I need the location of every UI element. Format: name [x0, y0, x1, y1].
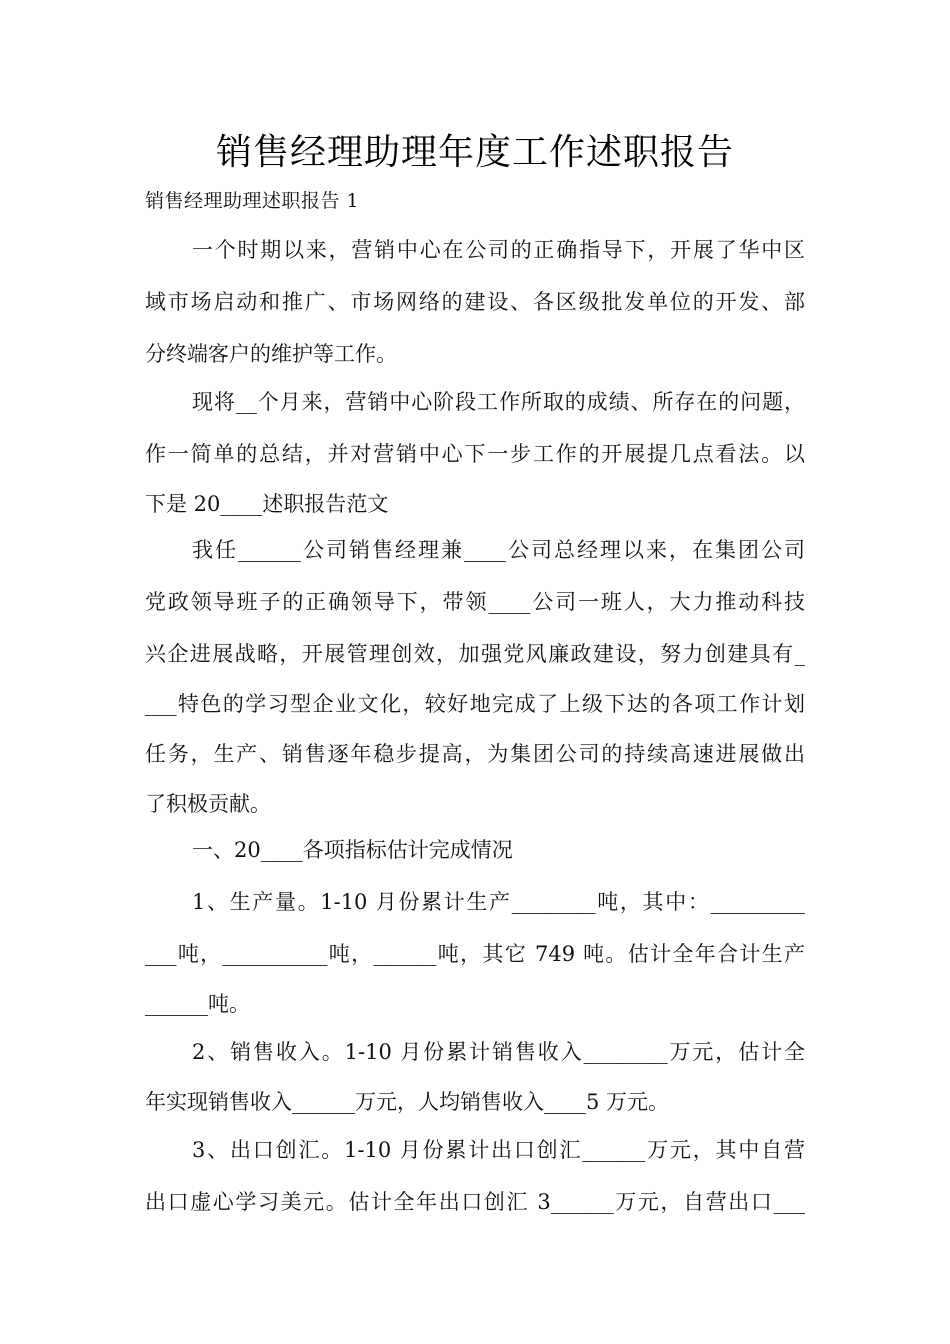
paragraph-line: 下是 20____述职报告范文	[145, 492, 389, 516]
paragraph-line: 出口虚心学习美元。估计全年出口创汇 3______万元，自营出口___	[145, 1190, 805, 1214]
paragraph-line: 域市场启动和推广、市场网络的建设、各区级批发单位的开发、部	[145, 290, 805, 314]
document-title: 销售经理助理年度工作述职报告	[215, 132, 734, 173]
section-heading: 一、20____各项指标估计完成情况	[192, 838, 513, 862]
paragraph-line: 一个时期以来，营销中心在公司的正确指导下，开展了华中区	[192, 238, 805, 262]
paragraph-line: 我任______公司销售经理兼____公司总经理以来，在集团公司	[192, 538, 805, 562]
document-subtitle: 销售经理助理述职报告 1	[145, 190, 360, 212]
paragraph-line: 任务，生产、销售逐年稳步提高，为集团公司的持续高速进展做出	[145, 742, 805, 766]
paragraph-line: 作一简单的总结，并对营销中心下一步工作的开展提几点看法。以	[145, 442, 805, 466]
paragraph-line: 2、销售收入。1-10 月份累计销售收入________万元，估计全	[192, 1040, 805, 1064]
paragraph-line: 现将__个月来，营销中心阶段工作所取的成绩、所存在的问题，	[192, 390, 805, 414]
paragraph-line: 年实现销售收入______万元，人均销售收入____5 万元。	[145, 1090, 670, 1114]
paragraph-line: 3、出口创汇。1-10 月份累计出口创汇______万元，其中自营	[192, 1138, 805, 1162]
paragraph-line: 党政领导班子的正确领导下，带领____公司一班人，大力推动科技	[145, 590, 805, 614]
paragraph-line: ___吨，__________吨，______吨，其它 749 吨。估计全年合计生产	[145, 942, 805, 966]
paragraph-line: ______吨。	[145, 992, 250, 1016]
paragraph-line: 1、生产量。1-10 月份累计生产________吨，其中：_________	[192, 890, 805, 914]
paragraph-line: 了积极贡献。	[145, 792, 271, 816]
paragraph-line: ___特色的学习型企业文化，较好地完成了上级下达的各项工作计划	[145, 692, 805, 716]
paragraph-line: 分终端客户的维护等工作。	[145, 342, 397, 366]
paragraph-line: 兴企进展战略，开展管理创效，加强党风廉政建设，努力创建具有_	[145, 642, 805, 666]
